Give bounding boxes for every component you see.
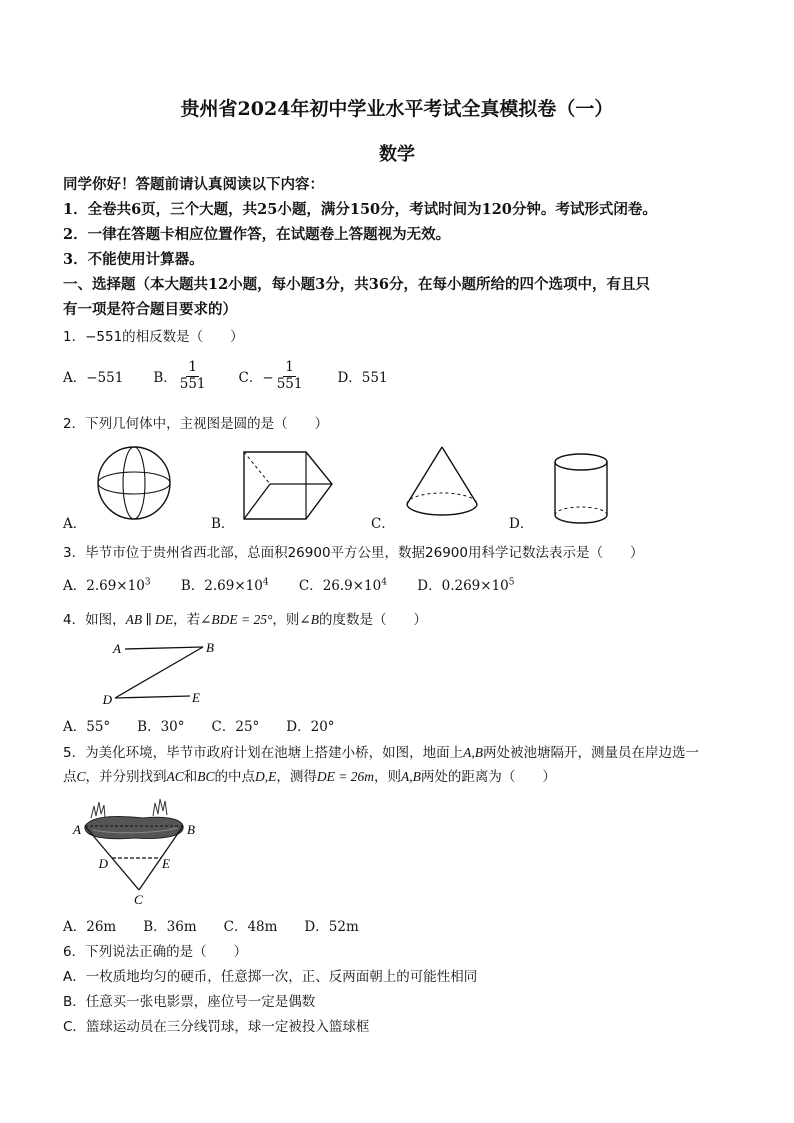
q5-stem-line1 [63,741,699,761]
q4-label-e: E [192,690,200,705]
q5-text-2a: 点 [63,769,77,785]
q5-label-c: C [134,892,143,906]
q1-option-c-fraction [277,360,303,392]
q2-stem: 2．下列几何体中，主视图是圆的是（ ） [63,416,329,432]
q1-c-numerator: 1 [285,358,294,375]
section-heading-line1: 一、选择题（本大题共12小题，每小题3分，共36分，在每小题所给的四个选项中，有且只 [63,276,650,293]
q5-text-2f: ，则 [374,769,402,785]
q5-math-ab-2: A,B [401,769,421,784]
q5-text-1b: 两处被池塘隔开，测量员在岸边选一 [482,745,699,761]
q4-label-b: B [206,640,214,655]
q4-math-angle-b: ∠B [299,612,319,627]
q4-stem-mid: ，若 [173,612,201,628]
q1-b-numerator: 1 [188,358,197,375]
cone-figure [402,444,482,519]
q3-a-exponent: 3 [144,577,151,588]
q1-stem: 1．−551的相反数是（ ） [63,329,244,345]
q1-option-a: A．−551 [63,370,124,386]
q3-options [63,574,514,594]
q3-c-base: C．26.9×10 [298,578,382,594]
q5-math-ab: A,B [463,745,483,760]
instruction-3: 3．不能使用计算器。 [63,251,204,268]
q3-c-exponent: 4 [381,577,387,588]
q3-a-base: A．2.69×10 [63,578,145,594]
q5-text-2d: 的中点 [214,769,256,785]
q4-figure [95,636,225,708]
q4-stem-suffix: 的度数是（ ） [318,612,427,628]
q4-stem [63,608,427,628]
q3-b-base: B．2.69×10 [180,578,263,594]
q3-option-b [181,578,269,594]
q2-option-a: A． [63,516,87,532]
q3-d-exponent: 5 [508,577,515,588]
q5-math-de-length: DE = 26m [316,769,375,784]
q5-text-2b: ，并分别找到 [85,769,167,785]
q1-option-b-fraction [180,360,206,392]
q5-options: A．26m B．36m C．48m D．52m [63,919,359,935]
instructions-greeting: 同学你好！答题前请认真阅读以下内容： [63,176,324,193]
exam-title: 贵州省2024年初中学业水平考试全真模拟卷（一） [180,98,614,120]
q4-math-angle-bde: ∠BDE = 25° [200,612,273,627]
q3-option-d [417,578,514,594]
q3-option-c [299,578,387,594]
q4-options: A．55° B．30° C．25° D．20° [63,719,335,735]
q5-math-c: C [76,769,86,784]
q4-label-d: D [102,692,112,707]
instruction-2: 2．一律在答题卡相应位置作答，在试题卷上答题视为无效。 [63,226,451,243]
q6-option-b: B．任意买一张电影票，座位号一定是偶数 [63,994,316,1010]
q4-stem-mid2: ，则 [272,612,300,628]
q5-label-a: A [73,822,81,837]
q5-stem-line2 [63,765,556,785]
cylinder-figure [552,452,612,527]
q2-option-c: C． [371,516,395,532]
q4-math-parallel: AB ∥ DE [125,612,174,627]
sphere-figure [96,444,176,524]
q6-option-c: C．篮球运动员在三分线罚球，球一定被投入篮球框 [63,1019,370,1035]
q5-label-b: B [187,822,195,837]
prism-figure [236,447,336,527]
q5-text-2g: 两处的距离为（ ） [420,769,556,785]
q5-pond-figure [63,794,213,906]
q5-math-ac: AC [166,769,184,784]
q1-option-b-label: B． [153,370,177,386]
q5-text-2c: 和 [183,769,198,785]
section-heading-line2: 有一项是符合题目要求的） [63,301,237,318]
q3-b-exponent: 4 [262,577,269,588]
q1-options [63,358,388,394]
q2-option-d: D． [509,516,534,532]
q1-b-denominator: 551 [179,375,206,392]
q5-math-de: D,E [255,769,277,784]
q5-text-1a: 5．为美化环境，毕节市政府计划在池塘上搭建小桥，如图，地面上 [63,745,464,761]
q3-stem: 3．毕节市位于贵州省西北部，总面积26900平方公里，数据26900用科学记数法表示是（ ） [63,545,644,561]
q4-stem-prefix: 4．如图， [63,612,126,628]
instruction-1: 1．全卷共6页，三个大题，共25小题，满分150分，考试时间为120分钟。考试形式闭卷。 [63,201,657,218]
q5-text-2e: ，测得 [276,769,317,785]
q1-option-d: D．551 [337,370,388,386]
q1-c-denominator: 551 [276,375,303,392]
q5-math-bc: BC [197,769,215,784]
q5-label-e: E [162,856,170,871]
q2-option-b: B． [211,516,235,532]
q3-option-a [63,578,151,594]
q1-option-c-label: C．− [238,370,274,386]
q4-label-a: A [113,641,121,656]
subject-title: 数学 [379,144,415,165]
q6-stem: 6．下列说法正确的是（ ） [63,944,248,960]
q5-label-d: D [98,856,108,871]
q6-option-a: A．一枚质地均匀的硬币，任意掷一次，正、反两面朝上的可能性相同 [63,969,478,985]
q3-d-base: D．0.269×10 [417,578,509,594]
